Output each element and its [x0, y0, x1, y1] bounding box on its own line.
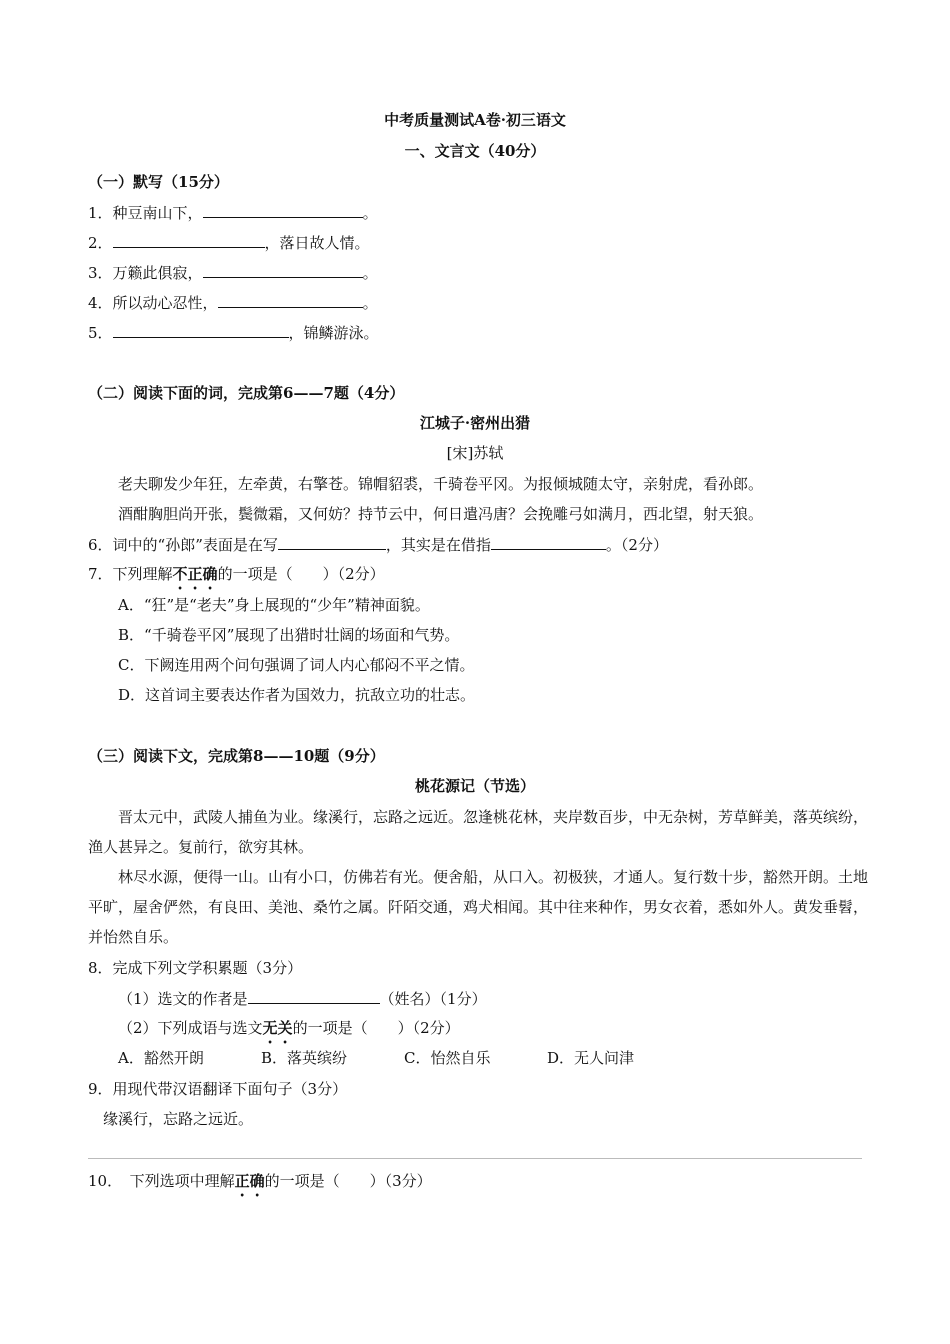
question-text: ，其实是在借指: [385, 536, 491, 554]
item-number: 1．: [88, 204, 113, 222]
emphasized-word: 不正确: [172, 565, 218, 583]
item-text: 。: [362, 204, 378, 222]
question-text: （姓名）（1分）: [379, 990, 487, 1008]
item-text: ，锦鳞游泳。: [288, 324, 379, 342]
q7-option-c: C．下阙连用两个问句强调了词人内心郁闷不平之情。: [118, 656, 475, 674]
poem-line-1: 老夫聊发少年狂，左牵黄，右擎苍。锦帽貂裘，千骑卷平冈。为报倾城随太守，亲射虎，看孙郎。: [118, 475, 764, 493]
poem-author: [宋]苏轼: [446, 444, 504, 462]
q8-option-a: A．豁然开朗: [118, 1049, 204, 1067]
passage-paragraph-1: 晋太元中，武陵人捕鱼为业。缘溪行，忘路之远近。忽逢桃花林，夹岸数百步，中无杂树，芳草鲜美，落英缤纷，渔人甚异之。复前行，欲穷其林。: [88, 808, 869, 856]
part1-heading: （一）默写（15分）: [88, 173, 229, 191]
answer-line[interactable]: [88, 1158, 862, 1159]
item-number: 2．: [88, 234, 113, 252]
question-8-2: [118, 1018, 460, 1047]
dictation-item-3: [88, 262, 378, 283]
question-text: 。（2分）: [605, 536, 668, 554]
answer-blank[interactable]: [113, 322, 289, 338]
item-number: 5．: [88, 324, 113, 342]
item-text: 。: [362, 264, 378, 282]
question-text: （1）选文的作者是: [118, 990, 248, 1008]
dictation-item-2: [88, 232, 370, 253]
question-text: （2）下列成语与选文: [118, 1019, 263, 1037]
question-8: 8．完成下列文学积累题（3分）: [88, 959, 303, 977]
section-heading: 一、文言文（40分）: [404, 142, 546, 160]
emphasized-word: 正确: [234, 1172, 265, 1190]
part2-heading: （二）阅读下面的词，完成第6——7题（4分）: [88, 384, 405, 402]
answer-blank[interactable]: [248, 988, 380, 1004]
answer-blank[interactable]: [278, 534, 386, 550]
item-number: 4．: [88, 294, 113, 312]
item-text: 所以动心忍性，: [112, 294, 218, 312]
q8-option-b: B．落英缤纷: [261, 1049, 348, 1067]
q7-option-b: B．“千骑卷平冈”展现了出猎时壮阔的场面和气势。: [118, 626, 460, 644]
q8-option-d: D．无人问津: [547, 1049, 635, 1067]
poem-title: 江城子·密州出猎: [419, 414, 531, 432]
question-10: [88, 1171, 432, 1200]
item-number: 3．: [88, 264, 113, 282]
item-text: 。: [362, 294, 378, 312]
question-9: 9．用现代带汉语翻译下面句子（3分）: [88, 1080, 348, 1098]
q7-option-d: D．这首词主要表达作者为国效力，抗敌立功的壮志。: [118, 686, 476, 704]
question-text: 10． 下列选项中理解: [88, 1172, 235, 1190]
answer-blank[interactable]: [491, 534, 606, 550]
question-8-1: [118, 988, 487, 1009]
item-text: 万籁此俱寂，: [112, 264, 203, 282]
poem-line-2: 酒酣胸胆尚开张，鬓微霜，又何妨？持节云中，何日遣冯唐？会挽雕弓如满月，西北望，射天狼。: [118, 505, 764, 523]
passage-paragraph-2: 林尽水源，便得一山。山有小口，仿佛若有光。便舍船，从口入。初极狭，才通人。复行数十步，豁然开朗。土地平旷，屋舍俨然，有良田、美池、桑竹之属。阡陌交通，鸡犬相闻。其中往来种作，男女衣着，悉如外人。黄发垂髫，并怡然自乐。: [88, 868, 869, 946]
emphasized-word: 无关: [262, 1019, 293, 1037]
q7-option-a: A．“狂”是“老夫”身上展现的“少年”精神面貌。: [118, 596, 430, 614]
q8-options: [118, 1048, 634, 1068]
dictation-item-5: [88, 322, 379, 343]
dictation-item-1: [88, 202, 378, 223]
item-text: ，落日故人情。: [264, 234, 370, 252]
question-text: 的一项是（ ）（3分）: [264, 1172, 432, 1190]
question-text: 的一项是（ ）（2分）: [292, 1019, 460, 1037]
answer-blank[interactable]: [113, 232, 265, 248]
question-text: 的一项是（ ）（2分）: [217, 565, 385, 583]
passage-title: 桃花源记（节选）: [414, 777, 535, 795]
answer-blank[interactable]: [203, 202, 363, 218]
question-7: [88, 564, 385, 593]
q8-option-c: C．怡然自乐: [404, 1049, 491, 1067]
part3-heading: （三）阅读下文，完成第8——10题（9分）: [88, 747, 385, 765]
answer-blank[interactable]: [203, 262, 363, 278]
question-text: 6．词中的“孙郎”表面是在写: [88, 536, 278, 554]
q9-sentence: 缘溪行，忘路之远近。: [103, 1110, 254, 1128]
dictation-item-4: [88, 292, 378, 313]
question-6: [88, 534, 668, 555]
question-text: 7．下列理解: [88, 565, 173, 583]
answer-blank[interactable]: [218, 292, 363, 308]
exam-title: 中考质量测试A卷·初三语文: [384, 111, 566, 129]
item-text: 种豆南山下，: [112, 204, 203, 222]
